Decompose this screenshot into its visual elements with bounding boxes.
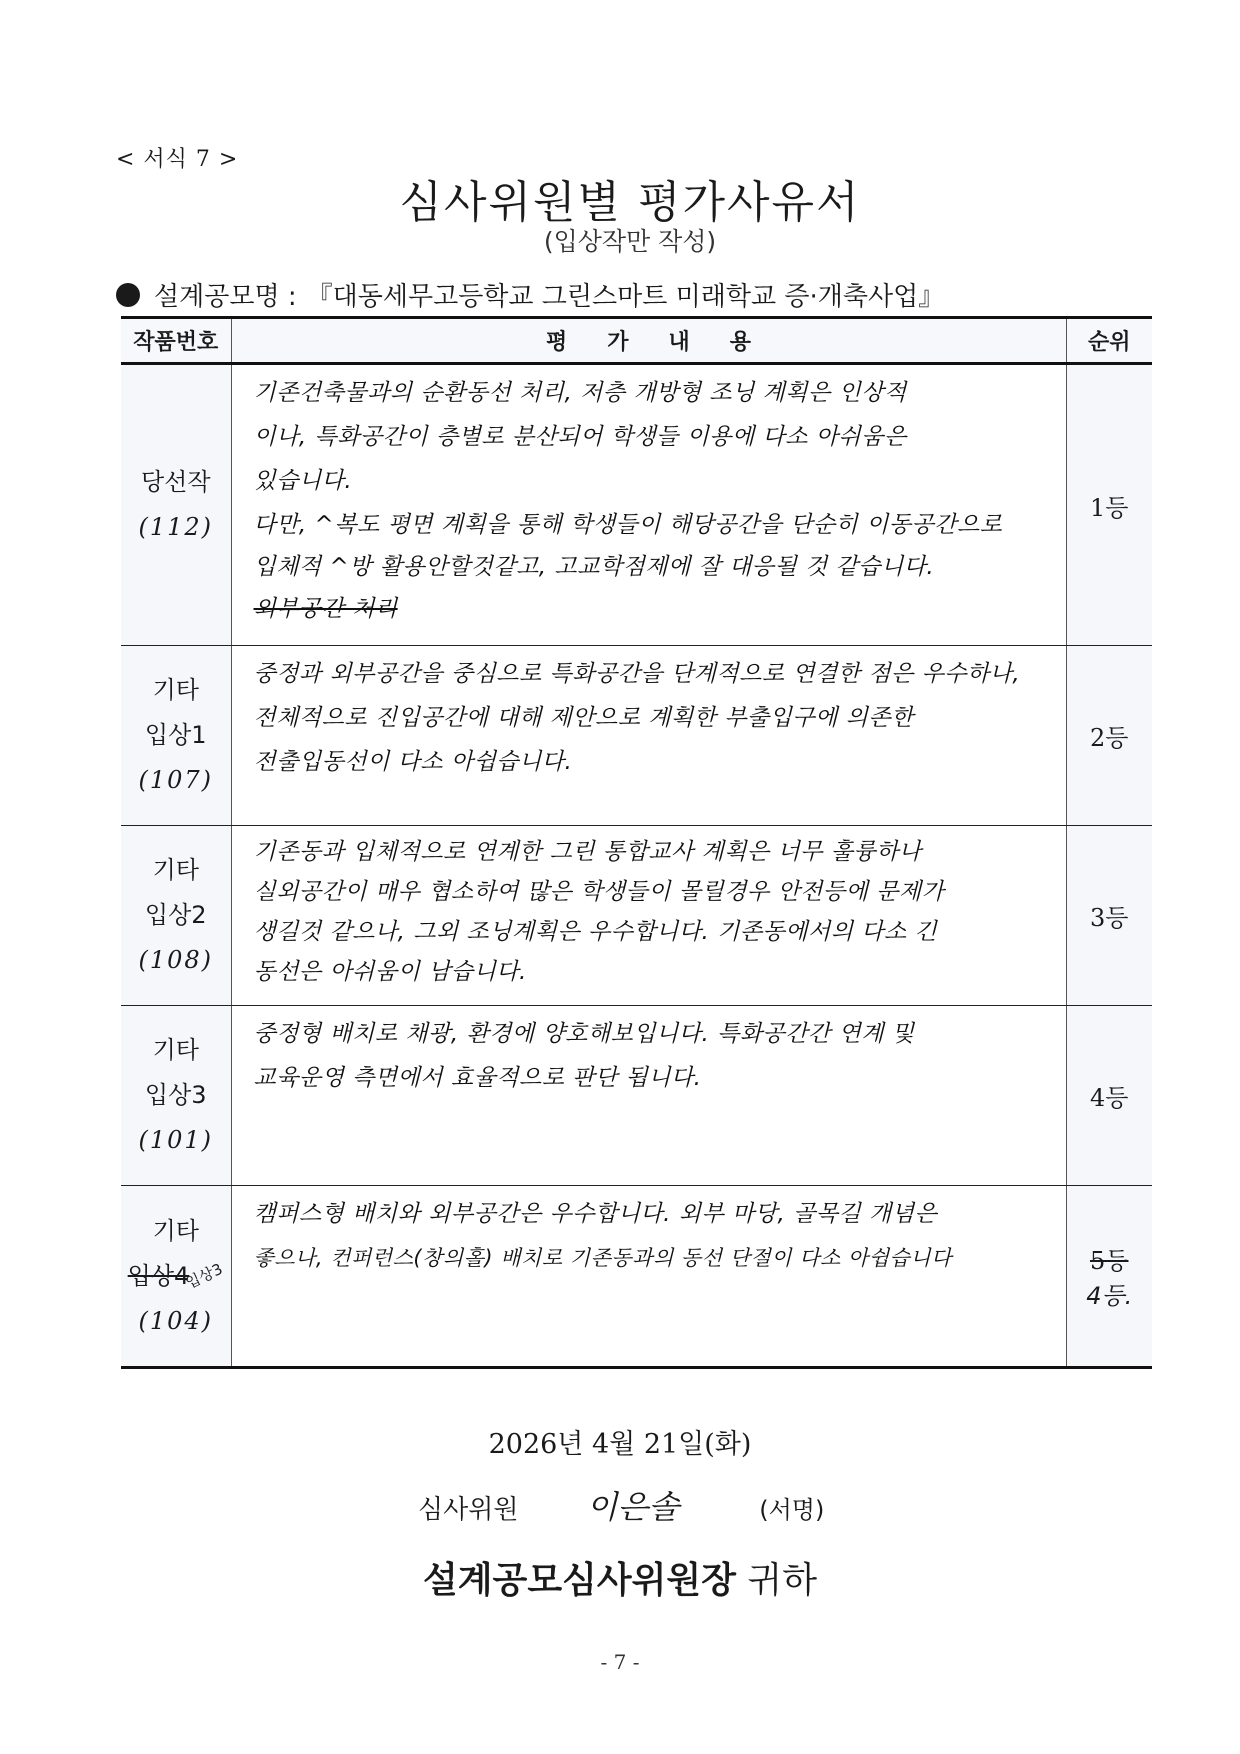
handwritten-line: 입체적 ^방 활용안할것같고, 고교학점제에 잘 대응될 것 같습니다. (253, 554, 935, 580)
project-label: 설계공모명 : (154, 282, 297, 312)
table-row (121, 364, 1152, 646)
seal-mark: (서명) (759, 1496, 825, 1524)
header-entry-number: 작품번호 (121, 318, 231, 364)
table-row (121, 1186, 1152, 1368)
header-evaluation-content: 평가내용 (231, 318, 1066, 364)
addressee (0, 1552, 1240, 1603)
table-row (121, 646, 1152, 826)
evaluation-content-cell (231, 1006, 1066, 1186)
rank-cell (1066, 1186, 1152, 1368)
addressee-suffix: 귀하 (735, 1560, 817, 1601)
entry-number: (101) (138, 1126, 214, 1154)
header-rank: 순위 (1066, 318, 1152, 364)
entry-id-cell (121, 1186, 231, 1368)
handwritten-line: 기존동과 입체적으로 연계한 그린 통합교사 계획은 너무 훌륭하나 (253, 839, 922, 865)
project-name-line (116, 276, 944, 313)
handwritten-line: 좋으나, 컨퍼런스(창의홀) 배치로 기존동과의 동선 단절이 다소 아쉽습니다 (253, 1246, 952, 1270)
entry-award-insert: 입상3 (183, 1259, 226, 1292)
entry-category: 기타 (152, 1216, 199, 1245)
handwritten-line: 동선은 아쉬움이 남습니다. (253, 959, 527, 985)
entry-award: 입상2 (144, 901, 207, 929)
evaluation-content-cell (231, 646, 1066, 826)
handwritten-line: 이나, 특화공간이 층별로 분산되어 학생들 이용에 다소 아쉬움은 (253, 424, 907, 450)
entry-number: (112) (138, 513, 214, 541)
entry-id-cell (121, 826, 231, 1006)
handwritten-line: 전체적으로 진입공간에 대해 제안으로 계획한 부출입구에 의존한 (253, 705, 914, 731)
entry-id-cell (121, 1006, 231, 1186)
reviewer-signature: 이은솔 (586, 1488, 680, 1526)
table-row (121, 1006, 1152, 1186)
entry-award-struck: 입상4 (127, 1261, 190, 1290)
entry-award: 입상3 (144, 1081, 207, 1109)
handwritten-line: 캠퍼스형 배치와 외부공간은 우수합니다. 외부 마당, 골목길 개념은 (253, 1201, 938, 1227)
handwritten-line: 기존건축물과의 순환동선 처리, 저층 개방형 조닝 계획은 인상적 (253, 380, 907, 406)
entry-award: 입상1 (144, 721, 207, 749)
rank-struck: 5등 (1090, 1247, 1129, 1275)
handwritten-line: 중정형 배치로 채광, 환경에 양호해보입니다. 특화공간간 연계 및 (253, 1021, 915, 1047)
entry-number: (104) (138, 1306, 214, 1335)
evaluation-content-cell (231, 826, 1066, 1006)
entry-number: (108) (138, 946, 214, 974)
entry-category: 기타 (152, 676, 199, 704)
document-title: 심사위원별 평가사유서 (399, 177, 861, 228)
entry-category: 기타 (152, 1036, 199, 1064)
entry-id-cell (121, 364, 231, 646)
entry-number: (107) (138, 766, 214, 794)
handwritten-line: 중정과 외부공간을 중심으로 특화공간을 단계적으로 연결한 점은 우수하나, (253, 661, 1021, 687)
handwritten-line: 실외공간이 매우 협소하여 많은 학생들이 몰릴경우 안전등에 문제가 (253, 879, 945, 905)
rank-cell: 1등 (1066, 364, 1152, 646)
project-name: 『대동세무고등학교 그린스마트 미래학교 증·개축사업』 (306, 282, 945, 312)
rank-cell: 2등 (1066, 646, 1152, 826)
handwritten-line: 전출입동선이 다소 아쉽습니다. (253, 749, 573, 775)
evaluation-content-cell (231, 1186, 1066, 1368)
page-number: - 7 - (600, 1650, 640, 1674)
addressee-title: 설계공모심사위원장 (423, 1560, 736, 1601)
rank-cell: 3등 (1066, 826, 1152, 1006)
evaluation-table (121, 316, 1152, 1369)
document-subtitle: (입상작만 작성) (543, 227, 717, 256)
entry-id-cell (121, 646, 231, 826)
rank-cell: 4등 (1066, 1006, 1152, 1186)
handwritten-line: 생길것 같으나, 그외 조닝계획은 우수합니다. 기존동에서의 다소 긴 (253, 919, 938, 945)
date: 2026년 4월 21일(화) (488, 1429, 752, 1460)
signature-line (418, 1482, 824, 1528)
reviewer-label: 심사위원 (418, 1495, 519, 1525)
form-code: < 서식 7 > (116, 147, 239, 172)
handwritten-line: 있습니다. (253, 468, 353, 494)
evaluation-content-cell (231, 364, 1066, 646)
entry-award-corrected (121, 1254, 231, 1299)
handwritten-line: 다만, ^복도 평면 계획을 통해 학생들이 해당공간을 단순히 이동공간으로 (253, 512, 1003, 538)
handwritten-line-struck: 외부공간 처리 (253, 596, 398, 622)
entry-category: 당선작 (140, 468, 211, 496)
handwritten-line: 교육운영 측면에서 효율적으로 판단 됩니다. (253, 1065, 702, 1091)
bullet-icon (116, 283, 140, 307)
rank-corrected: 4등. (1086, 1282, 1133, 1310)
table-row (121, 826, 1152, 1006)
table-header-row (121, 318, 1152, 364)
entry-category: 기타 (152, 856, 199, 884)
